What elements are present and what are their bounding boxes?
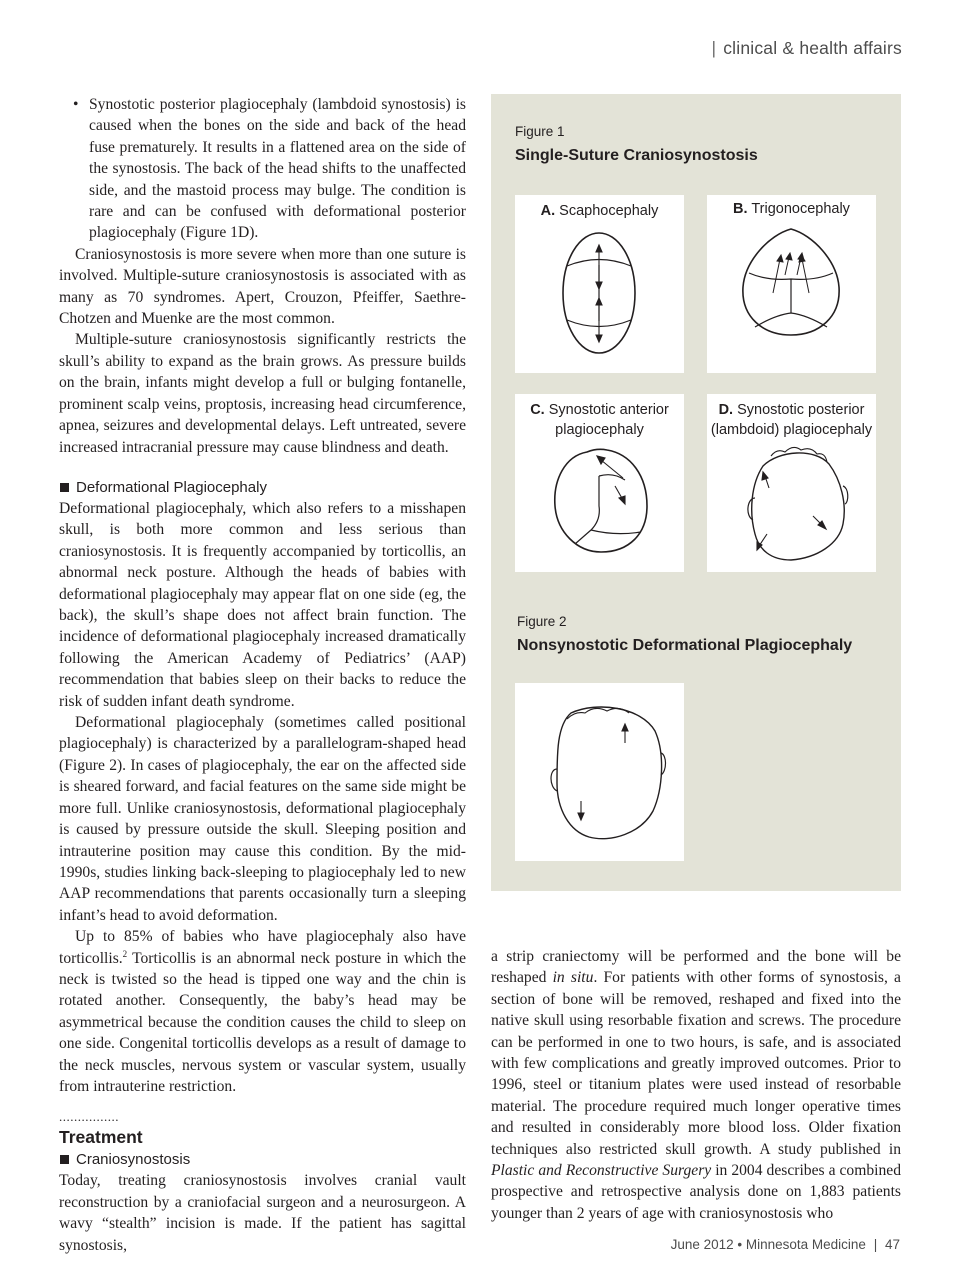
subhead-deformational	[59, 477, 466, 498]
paragraph-torticollis	[59, 926, 466, 1097]
paragraph-deformational-2: Deformational plagiocephaly (sometimes called positional plagiocephaly) is characterized by a parallelogram-shaped head (Figure 2). In cases of plagiocephaly, the ear on the affected side is sheared forward, and facial features on the same side might be more full. Unlike craniosynostosis, deformational plagiocephaly is caused by pressure outside the skull. Sleeping position and intrauterine position may cause this condition. By the mid-1990s, studies linking back-sleeping to plagiocephaly led to new AAP recommendations that parents occasionally turn a sleeping infant’s head to avoid deformation.	[59, 714, 466, 924]
right-text-3: in 2004 describes a combined prospective and retrospective analysis done on 1,883 patients younger than 2 years of age with craniosynostosis who	[491, 1162, 901, 1222]
anterior-plagiocephaly-skull-icon	[515, 394, 684, 572]
panel-b-caption: B. Trigonocephaly	[733, 201, 850, 217]
panel-a-caption: A. Scaphocephaly	[540, 203, 659, 219]
torticollis-start: Up to 85% of babies who have plagiocephaly also have torticollis.	[59, 928, 466, 967]
scaphocephaly-skull-icon	[515, 195, 684, 373]
header-separator: |	[711, 38, 717, 58]
bullet-dot: •	[73, 96, 79, 113]
figure2-label: Figure 2	[517, 614, 567, 629]
torticollis-end: Torticollis is an abnormal neck posture in which the neck is twisted so the head is tipped one way and the chin is rotated another. Consequently, the baby’s head may be asymmetrical because the condition causes the child to sleep on one side. Congenital torticollis develops as a result of damage to the neck muscles, nervous system or vascular system, usually from intrauterine restriction.	[59, 949, 466, 1095]
trigonocephaly-skull-icon	[707, 195, 876, 373]
figure1-panel-c	[515, 394, 684, 572]
footer-separator: |	[873, 1237, 878, 1252]
footer-text: June 2012 • Minnesota Medicine	[670, 1237, 866, 1252]
figure-panel	[491, 94, 901, 891]
italic-in-situ: in situ	[552, 969, 594, 987]
citation-superscript: 2	[122, 948, 128, 959]
posterior-plagiocephaly-skull-icon	[707, 394, 876, 572]
figure1-panel-b	[707, 195, 876, 373]
paragraph-deformational-1: Deformational plagiocephaly, which also refers to a misshapen skull, is both more common and less serious than craniosynostosis. It is frequently accompanied by torticollis, an abnormal neck posture. Although the heads of babies with deformational plagiocephaly may appear flat on one side (eg, the back), the skull’s shape does not affect brain function. The incidence of deformational plagiocephaly increased dramatically following the American Academy of Pediatrics’ (AAP) recommendation that babies sleep on their backs to reduce the risk of sudden infant death syndrome.	[59, 500, 466, 710]
figure2-image	[515, 683, 684, 861]
page-number: 47	[884, 1237, 900, 1252]
bullet-text: Synostotic posterior plagiocephaly (lambdoid synostosis) is caused when the bones on the side and back of the head fuse prematurely. It results in a flattened area on the side of the synostosis. The back of the head shifts to the unaffected side, and the mastoid process may bulge. The condition is rare and can be confused with deformational posterior plagiocephaly (Figure 1D).	[89, 96, 466, 242]
paragraph-pressure: Multiple-suture craniosynostosis significantly restricts the skull’s ability to expand as the brain grows. As pressure builds on the brain, infants might develop a full or bulging fontanelle, prominent scalp veins, proptosis, increasing head circumference, apnea, seizures and developmental delays. Left untreated, severe increased intracranial pressure may cause blindness and death.	[59, 331, 466, 456]
paragraph-treatment-continued	[491, 946, 901, 1224]
paragraph-multiple-suture: Craniosynostosis is more severe when more than one suture is involved. Multiple-suture craniosynostosis is associated with as many as 70 syndromes. Apert, Crouzon, Pfeiffer, Saethre-Chotzen and Muenke are the most common.	[59, 245, 466, 328]
panel-d-caption: D. Synostotic posterior (lambdoid) plagiocephaly	[710, 402, 873, 438]
section-title: clinical & health affairs	[723, 38, 902, 58]
paragraph-treatment: Today, treating craniosynostosis involves cranial vault reconstruction by a craniofacial surgeon and a neurosurgeon. A wavy “stealth” incision is made. If the patient has sagittal synostosis,	[59, 1172, 466, 1254]
square-bullet-icon	[60, 1155, 69, 1164]
subhead-craniosynostosis	[59, 1149, 466, 1170]
subhead-deformational-text: Deformational Plagiocephaly	[76, 479, 267, 496]
subhead-craniosynostosis-text: Craniosynostosis	[76, 1151, 191, 1169]
section-header	[711, 38, 902, 59]
treatment-heading: Treatment	[59, 1127, 143, 1148]
right-column	[491, 946, 901, 1224]
figure1-title: Single-Suture Craniosynostosis	[515, 147, 758, 164]
page-footer	[671, 1237, 900, 1252]
left-column-main	[59, 477, 466, 1256]
section-divider-dots: ................	[59, 1109, 119, 1125]
right-text-2: . For patients with other forms of synostosis, a section of bone will be removed, reshaped and fixed into the native skull using resorbable fixation and screws. The procedure can be performed in one to two hours, is safe, and is associated with few complications and greatly improved outcomes. Prior to 1996, steel or titanium plates were used instead of resorbable material. The procedure required much longer operative times and resulted in considerably more blood loss. Older fixation techniques also restricted skull growth. A study published in	[491, 969, 901, 1158]
figure1-panel-d	[707, 394, 876, 572]
journal-title: Plastic and Reconstructive Surgery	[491, 1162, 712, 1180]
right-text-1: a strip craniectomy will be performed and the bone will be reshaped	[491, 948, 901, 987]
figure1-panel-a	[515, 195, 684, 373]
deformational-plagiocephaly-skull-icon	[515, 683, 684, 861]
figure1-label: Figure 1	[515, 124, 565, 139]
bullet-item	[73, 94, 466, 244]
left-column-top	[59, 94, 466, 458]
panel-c-caption: C. Synostotic anterior plagiocephaly	[530, 402, 669, 438]
square-bullet-icon	[60, 483, 69, 492]
figure2-title: Nonsynostotic Deformational Plagiocephaly	[517, 637, 853, 654]
